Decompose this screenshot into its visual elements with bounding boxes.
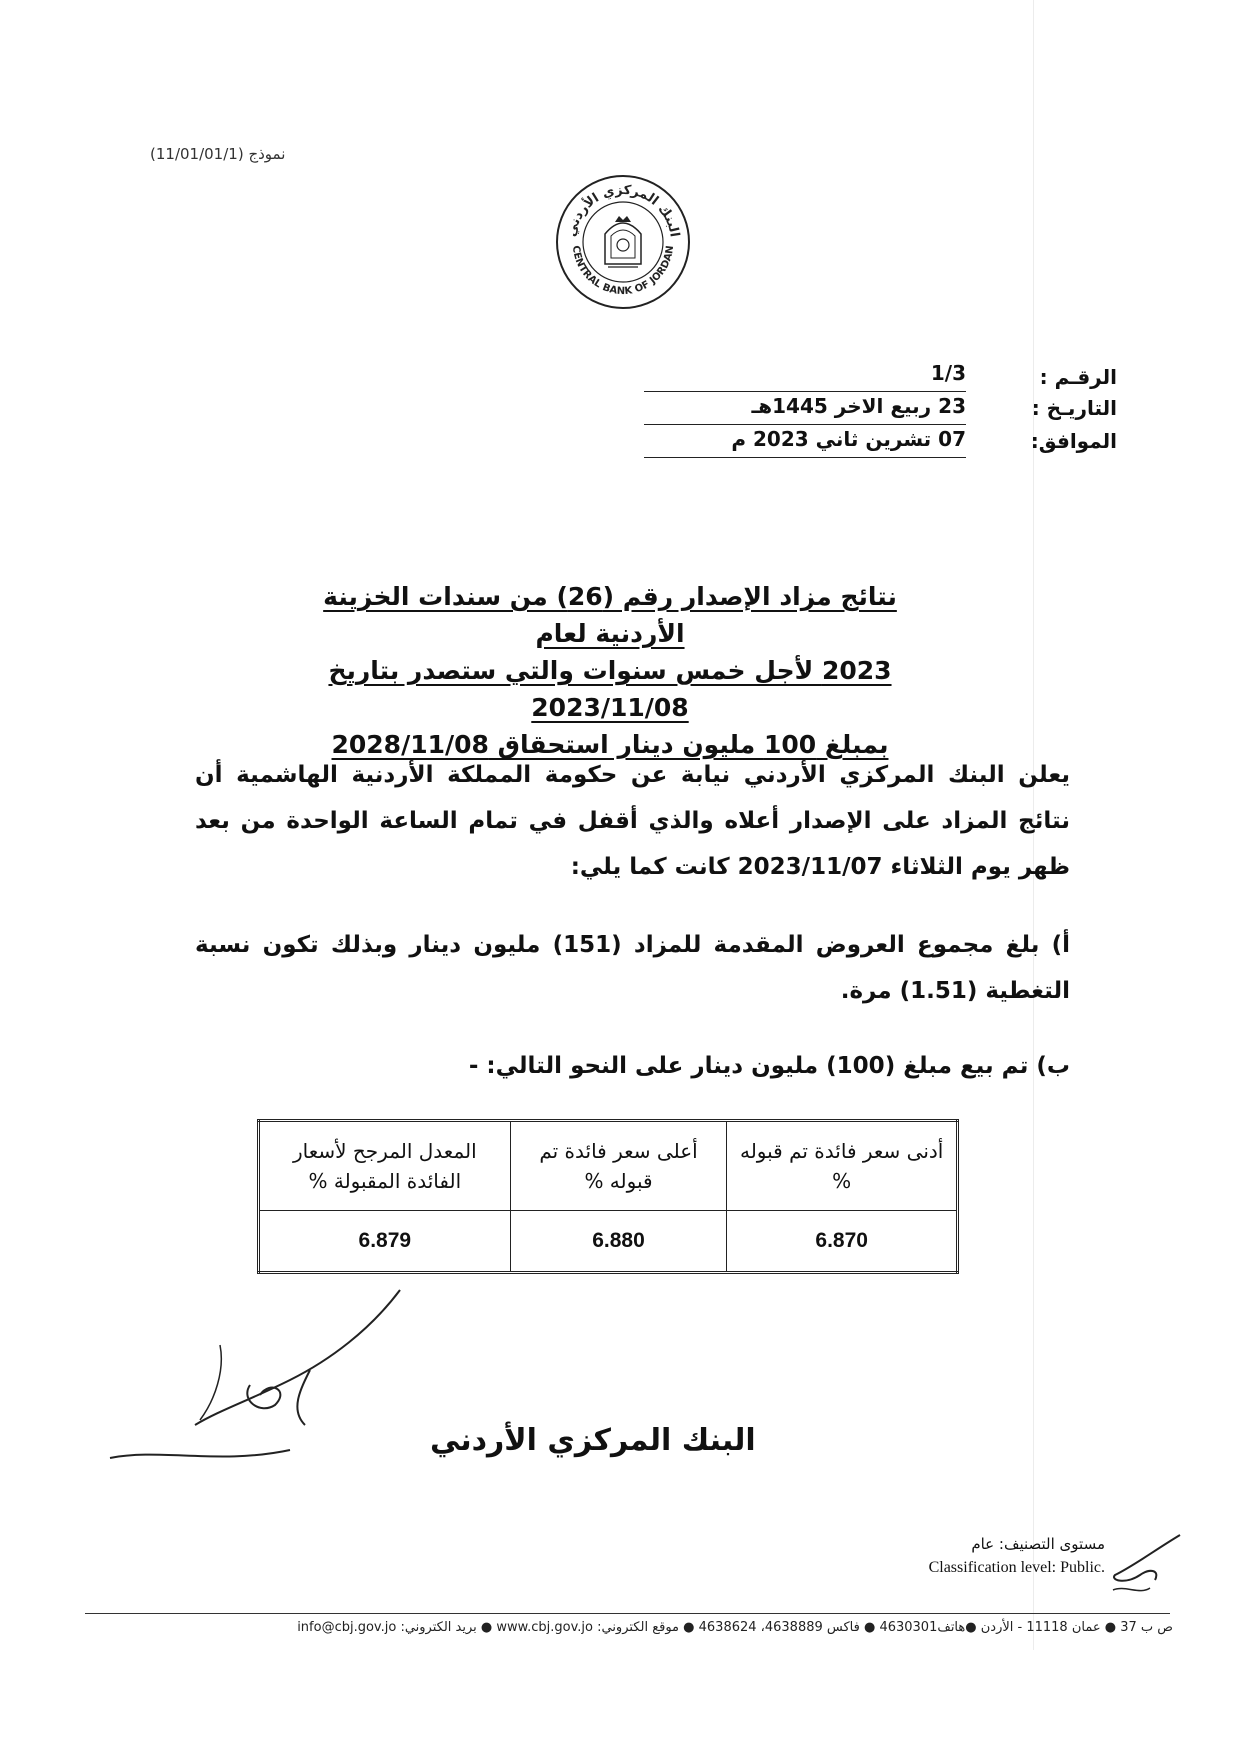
table-header-cell: أعلى سعر فائدة تم قبوله % — [510, 1121, 727, 1211]
table-header-cell: المعدل المرجح لأسعار الفائدة المقبولة % — [259, 1121, 511, 1211]
reference-number-value: 1/3 — [930, 361, 966, 385]
title-line: 2023 لأجل خمس سنوات والتي ستصدر بتاريخ 2023/11/08 — [328, 656, 892, 722]
central-bank-seal-logo — [553, 172, 693, 312]
meta-underline — [644, 457, 966, 458]
title-line: بمبلغ 100 مليون دينار استحقاق 2028/11/08 — [331, 730, 889, 759]
table-cell: 6.879 — [259, 1211, 511, 1273]
classification-english: Classification level: Public. — [928, 1559, 1105, 1576]
table-row — [259, 1211, 958, 1273]
svg-text:CENTRAL BANK OF JORDAN — [570, 245, 676, 297]
table-cell: 6.880 — [510, 1211, 727, 1273]
gregorian-date-label: الموافق: — [1030, 429, 1117, 453]
title-line: نتائج مزاد الإصدار رقم (26) من سندات الخزينة الأردنية لعام — [323, 582, 897, 648]
table-header-row — [259, 1121, 958, 1211]
logo-arabic-text: البنك المركزي الأردني — [564, 182, 682, 239]
form-code: نموذج (11/01/01/1) — [150, 145, 286, 163]
initials-scribble — [1105, 1530, 1185, 1600]
footer-contact: ص ب 37 ● عمان 11118 - الأردن ●هاتف4630301 ● فاكس 4638889، 4638624 ● موقع الكتروني: www.cbj.gov.jo ● بريد الكتروني: info@cbj.gov.jo — [297, 1620, 1173, 1635]
signature — [100, 1290, 756, 1470]
footer-divider — [85, 1613, 1170, 1614]
item-a-paragraph: أ) بلغ مجموع العروض المقدمة للمزاد (151) مليون دينار وبذلك تكون نسبة التغطية (1.51) مرة. — [195, 932, 1070, 1004]
gregorian-date-value: 07 تشرين ثاني 2023 م — [731, 427, 966, 451]
auction-results-table — [257, 1119, 959, 1274]
hijri-date-label: التاريـخ : — [1031, 396, 1117, 420]
item-b-paragraph: ب) تم بيع مبلغ (100) مليون دينار على النحو التالي: - — [468, 1053, 1070, 1079]
document-title — [300, 578, 920, 763]
table-header-cell: أدنى سعر فائدة تم قبوله % — [727, 1121, 958, 1211]
hijri-date-value: 23 ربيع الاخر 1445هـ — [751, 394, 966, 418]
intro-paragraph: يعلن البنك المركزي الأردني نيابة عن حكومة المملكة الأردنية الهاشمية أن نتائج المزاد على الإصدار أعلاه والذي أقفل في تمام الساعة الواحدة من بعد ظهر يوم الثلاثاء 2023/11/07 كانت كما يلي: — [195, 762, 1070, 880]
classification-arabic: مستوى التصنيف: عام — [971, 1535, 1105, 1553]
table-cell: 6.870 — [727, 1211, 958, 1273]
signature-text: البنك المركزي الأردني — [430, 1423, 756, 1458]
logo-english-text: CENTRAL BANK OF JORDAN — [569, 244, 677, 298]
meta-underline — [644, 391, 966, 392]
reference-number-label: الرقـم : — [1039, 365, 1117, 389]
meta-underline — [644, 424, 966, 425]
